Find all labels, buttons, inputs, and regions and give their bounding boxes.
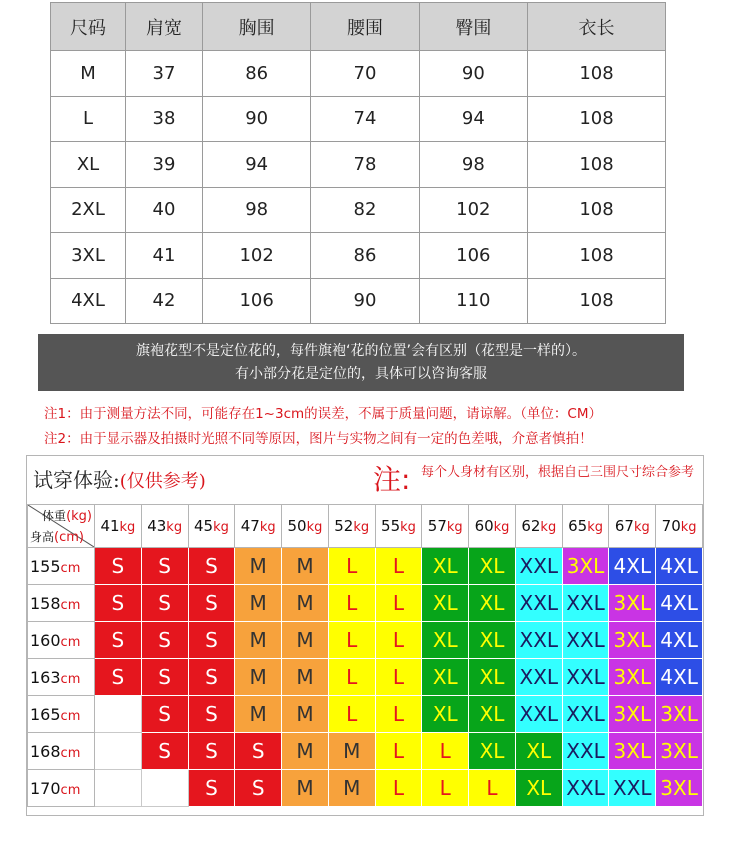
size-table-header-cell: 衣长 bbox=[528, 3, 666, 51]
size-cell: M bbox=[282, 770, 329, 807]
size-table-cell: M bbox=[51, 51, 126, 97]
size-table-cell: 94 bbox=[203, 142, 311, 188]
size-cell: S bbox=[141, 659, 188, 696]
size-cell: XL bbox=[469, 733, 516, 770]
weight-value: 52 bbox=[334, 517, 354, 535]
size-cell: XL bbox=[515, 770, 562, 807]
note-2: 注2：由于显示器及拍摄时光照不同等原因，图片与实物之间有一定的色差哦，介意者慎拍！ bbox=[44, 431, 593, 447]
size-cell: XL bbox=[422, 585, 469, 622]
weight-header-cell bbox=[656, 505, 703, 548]
size-cell: XXL bbox=[515, 659, 562, 696]
size-table-header bbox=[51, 3, 666, 51]
size-table-cell: 108 bbox=[528, 233, 666, 279]
size-cell: S bbox=[188, 733, 235, 770]
weight-header-cell bbox=[469, 505, 516, 548]
size-cell: 3XL bbox=[656, 696, 703, 733]
size-table-cell: 90 bbox=[311, 278, 419, 324]
size-cell: 4XL bbox=[656, 659, 703, 696]
size-cell: XL bbox=[422, 696, 469, 733]
weight-unit: kg bbox=[119, 520, 136, 535]
notice-box bbox=[38, 334, 684, 391]
size-table-cell: 86 bbox=[311, 233, 419, 279]
weight-value: 50 bbox=[287, 517, 307, 535]
weight-unit: kg bbox=[213, 520, 229, 535]
height-label-cell bbox=[28, 770, 95, 807]
size-table-cell: 39 bbox=[126, 142, 203, 188]
size-cell: M bbox=[282, 622, 329, 659]
size-cell: L bbox=[375, 696, 422, 733]
size-table-row bbox=[51, 51, 666, 97]
size-cell: S bbox=[188, 548, 235, 585]
height-unit: cm bbox=[60, 560, 81, 576]
size-cell: 4XL bbox=[656, 585, 703, 622]
size-cell: XL bbox=[422, 659, 469, 696]
size-table-row bbox=[51, 142, 666, 188]
corner-weight-label bbox=[42, 507, 92, 524]
height-unit: cm bbox=[60, 634, 81, 650]
weight-unit: kg bbox=[540, 520, 557, 535]
tryon-chart bbox=[26, 455, 704, 816]
size-cell: XL bbox=[469, 585, 516, 622]
weight-header-cell bbox=[562, 505, 609, 548]
size-cell: L bbox=[375, 659, 422, 696]
size-cell-empty bbox=[95, 696, 142, 733]
weight-value: 41 bbox=[100, 517, 120, 535]
tryon-subtitle: (仅供参考) bbox=[119, 471, 206, 492]
size-cell: 4XL bbox=[656, 548, 703, 585]
size-table-header-cell: 胸围 bbox=[203, 3, 311, 51]
height-label-cell bbox=[28, 733, 95, 770]
size-table-header-cell: 臀围 bbox=[419, 3, 527, 51]
size-cell: M bbox=[282, 548, 329, 585]
size-table-row bbox=[51, 187, 666, 233]
size-cell: S bbox=[141, 622, 188, 659]
size-table-cell: 90 bbox=[419, 51, 527, 97]
height-unit: cm bbox=[60, 597, 81, 613]
size-cell: 4XL bbox=[609, 548, 656, 585]
height-unit: cm bbox=[60, 782, 81, 798]
tryon-title bbox=[33, 464, 206, 493]
size-cell: M bbox=[282, 696, 329, 733]
weight-header-cell bbox=[609, 505, 656, 548]
size-cell: S bbox=[141, 733, 188, 770]
size-cell: XXL bbox=[515, 585, 562, 622]
corner-height-text: 身高 bbox=[30, 530, 55, 544]
size-table-cell: 37 bbox=[126, 51, 203, 97]
size-cell: XL bbox=[469, 659, 516, 696]
size-table-header-cell: 腰围 bbox=[311, 3, 419, 51]
size-table-cell: 90 bbox=[203, 96, 311, 142]
note-1: 注1：由于测量方法不同，可能存在1~3cm的误差，不属于质量问题，请谅解。（单位：CM） bbox=[44, 406, 602, 422]
size-cell: XL bbox=[469, 622, 516, 659]
size-cell: S bbox=[141, 696, 188, 733]
height-value: 155 bbox=[30, 556, 61, 576]
height-row bbox=[28, 548, 703, 585]
size-cell: S bbox=[95, 622, 142, 659]
height-value: 170 bbox=[30, 778, 61, 798]
size-table-cell: 108 bbox=[528, 51, 666, 97]
height-value: 168 bbox=[30, 741, 61, 761]
size-cell: M bbox=[235, 585, 282, 622]
size-table bbox=[50, 2, 666, 324]
notice-line-2: 有小部分花是定位的，具体可以咨询客服 bbox=[235, 366, 487, 382]
size-cell-empty bbox=[95, 770, 142, 807]
size-table-cell: 108 bbox=[528, 187, 666, 233]
size-table-cell: 106 bbox=[203, 278, 311, 324]
size-table-cell: 86 bbox=[203, 51, 311, 97]
weight-value: 55 bbox=[381, 517, 401, 535]
weight-header-cell bbox=[141, 505, 188, 548]
size-table-cell: 38 bbox=[126, 96, 203, 142]
size-cell: XXL bbox=[562, 733, 609, 770]
size-cell: M bbox=[235, 659, 282, 696]
size-cell: XL bbox=[422, 622, 469, 659]
weight-unit: kg bbox=[587, 520, 603, 535]
attention-label: 注: bbox=[373, 463, 411, 496]
size-table-cell: 40 bbox=[126, 187, 203, 233]
size-cell: 3XL bbox=[609, 659, 656, 696]
size-cell: L bbox=[328, 622, 375, 659]
weight-value: 57 bbox=[427, 517, 447, 535]
size-cell: XL bbox=[469, 696, 516, 733]
weight-value: 47 bbox=[240, 517, 260, 535]
weight-header-cell bbox=[328, 505, 375, 548]
notice-line-1: 旗袍花型不是定位花的，每件旗袍‘花的位置’会有区别（花型是一样的）。 bbox=[136, 343, 586, 359]
height-value: 163 bbox=[30, 667, 61, 687]
size-cell: L bbox=[375, 622, 422, 659]
size-cell: S bbox=[235, 733, 282, 770]
weight-value: 70 bbox=[661, 517, 681, 535]
size-cell: L bbox=[375, 585, 422, 622]
weight-unit: kg bbox=[166, 520, 183, 535]
height-unit: cm bbox=[60, 745, 81, 761]
size-table-cell: 2XL bbox=[51, 187, 126, 233]
size-table-cell: 41 bbox=[126, 233, 203, 279]
weight-unit: kg bbox=[680, 520, 697, 535]
size-cell: 3XL bbox=[609, 696, 656, 733]
height-label-cell bbox=[28, 696, 95, 733]
size-cell: L bbox=[328, 585, 375, 622]
corner-height-label bbox=[30, 528, 84, 545]
size-cell: XL bbox=[422, 548, 469, 585]
weight-header-cell bbox=[235, 505, 282, 548]
size-cell: S bbox=[141, 585, 188, 622]
size-table-cell: 82 bbox=[311, 187, 419, 233]
size-cell: XXL bbox=[562, 622, 609, 659]
size-cell: L bbox=[422, 770, 469, 807]
size-cell: M bbox=[328, 733, 375, 770]
size-cell: S bbox=[95, 548, 142, 585]
size-table-row bbox=[51, 233, 666, 279]
size-table-cell: XL bbox=[51, 142, 126, 188]
weight-header-cell bbox=[188, 505, 235, 548]
weight-unit: kg bbox=[306, 520, 323, 535]
size-cell: XXL bbox=[562, 696, 609, 733]
size-cell: S bbox=[141, 548, 188, 585]
size-cell: 3XL bbox=[656, 733, 703, 770]
size-cell: XXL bbox=[515, 622, 562, 659]
size-table-cell: 108 bbox=[528, 278, 666, 324]
size-cell: S bbox=[188, 585, 235, 622]
size-cell: S bbox=[235, 770, 282, 807]
height-row bbox=[28, 696, 703, 733]
size-cell: XXL bbox=[515, 548, 562, 585]
size-table-cell: 94 bbox=[419, 96, 527, 142]
size-table-row bbox=[51, 278, 666, 324]
size-cell: S bbox=[188, 622, 235, 659]
size-cell: XL bbox=[515, 733, 562, 770]
size-cell: S bbox=[188, 696, 235, 733]
weight-unit: kg bbox=[633, 520, 650, 535]
weight-unit: kg bbox=[400, 520, 416, 535]
corner-height-unit: (cm) bbox=[54, 530, 84, 545]
size-cell: L bbox=[375, 733, 422, 770]
height-row bbox=[28, 733, 703, 770]
size-cell: 3XL bbox=[609, 585, 656, 622]
tryon-grid bbox=[27, 504, 703, 807]
size-cell: M bbox=[235, 696, 282, 733]
size-cell: L bbox=[422, 733, 469, 770]
size-cell: L bbox=[328, 659, 375, 696]
size-cell: 3XL bbox=[609, 622, 656, 659]
corner-weight-unit: (kg) bbox=[66, 509, 92, 524]
size-cell: XL bbox=[469, 548, 516, 585]
size-cell: L bbox=[328, 696, 375, 733]
size-table-row bbox=[51, 96, 666, 142]
size-cell: L bbox=[328, 548, 375, 585]
size-cell-empty bbox=[141, 770, 188, 807]
size-table-cell: 108 bbox=[528, 142, 666, 188]
corner-weight-text: 体重 bbox=[42, 509, 67, 523]
weight-value: 60 bbox=[474, 517, 494, 535]
size-cell: XXL bbox=[609, 770, 656, 807]
size-table-cell: 102 bbox=[203, 233, 311, 279]
weight-header-cell bbox=[422, 505, 469, 548]
weight-header-cell bbox=[282, 505, 329, 548]
grid-corner-cell bbox=[28, 505, 95, 548]
size-cell: M bbox=[282, 659, 329, 696]
size-cell: XXL bbox=[515, 696, 562, 733]
size-table-cell: L bbox=[51, 96, 126, 142]
height-label-cell bbox=[28, 659, 95, 696]
weight-value: 45 bbox=[193, 517, 214, 535]
size-cell: 3XL bbox=[656, 770, 703, 807]
size-cell: L bbox=[375, 548, 422, 585]
weight-value: 65 bbox=[568, 517, 588, 535]
weight-header-cell bbox=[515, 505, 562, 548]
size-table-cell: 78 bbox=[311, 142, 419, 188]
size-table-cell: 3XL bbox=[51, 233, 126, 279]
height-value: 160 bbox=[30, 630, 61, 650]
size-table-header-cell: 尺码 bbox=[51, 3, 126, 51]
height-label-cell bbox=[28, 585, 95, 622]
weight-unit: kg bbox=[353, 520, 370, 535]
weight-value: 67 bbox=[614, 517, 634, 535]
size-cell: M bbox=[282, 585, 329, 622]
size-table-cell: 74 bbox=[311, 96, 419, 142]
size-table-cell: 98 bbox=[203, 187, 311, 233]
weight-value: 62 bbox=[521, 517, 541, 535]
size-cell: M bbox=[235, 622, 282, 659]
tryon-grid-body bbox=[28, 505, 703, 807]
size-cell: 3XL bbox=[609, 733, 656, 770]
size-table-header-cell: 肩宽 bbox=[126, 3, 203, 51]
weight-header-cell bbox=[95, 505, 142, 548]
size-table-cell: 98 bbox=[419, 142, 527, 188]
attention-tip: 每个人身材有区别，根据自己三围尺寸综合参考 bbox=[421, 465, 695, 480]
size-table-cell: 42 bbox=[126, 278, 203, 324]
height-value: 165 bbox=[30, 704, 61, 724]
weight-unit: kg bbox=[446, 520, 463, 535]
tryon-title-text: 试穿体验: bbox=[33, 468, 120, 492]
size-cell: 3XL bbox=[562, 548, 609, 585]
size-cell: S bbox=[95, 659, 142, 696]
size-table-cell: 102 bbox=[419, 187, 527, 233]
size-cell-empty bbox=[95, 733, 142, 770]
size-cell: L bbox=[375, 770, 422, 807]
size-cell: XXL bbox=[562, 585, 609, 622]
height-row bbox=[28, 659, 703, 696]
size-cell: XXL bbox=[562, 659, 609, 696]
weight-value: 43 bbox=[147, 517, 167, 535]
weight-unit: kg bbox=[259, 520, 276, 535]
weight-unit: kg bbox=[493, 520, 510, 535]
size-cell: S bbox=[95, 585, 142, 622]
size-table-cell: 106 bbox=[419, 233, 527, 279]
size-table-cell: 70 bbox=[311, 51, 419, 97]
size-cell: S bbox=[188, 659, 235, 696]
height-label-cell bbox=[28, 548, 95, 585]
height-row bbox=[28, 770, 703, 807]
size-cell: 4XL bbox=[656, 622, 703, 659]
size-cell: M bbox=[328, 770, 375, 807]
height-label-cell bbox=[28, 622, 95, 659]
size-cell: XXL bbox=[562, 770, 609, 807]
weight-header-cell bbox=[375, 505, 422, 548]
size-cell: L bbox=[469, 770, 516, 807]
height-row bbox=[28, 585, 703, 622]
size-cell: M bbox=[235, 548, 282, 585]
size-cell: S bbox=[188, 770, 235, 807]
size-table-cell: 4XL bbox=[51, 278, 126, 324]
height-unit: cm bbox=[60, 671, 81, 687]
weight-header-row bbox=[28, 505, 703, 548]
size-table-body bbox=[51, 51, 666, 324]
size-table-cell: 110 bbox=[419, 278, 527, 324]
size-cell: M bbox=[282, 733, 329, 770]
height-value: 158 bbox=[30, 593, 61, 613]
height-row bbox=[28, 622, 703, 659]
size-table-cell: 108 bbox=[528, 96, 666, 142]
height-unit: cm bbox=[60, 708, 81, 724]
